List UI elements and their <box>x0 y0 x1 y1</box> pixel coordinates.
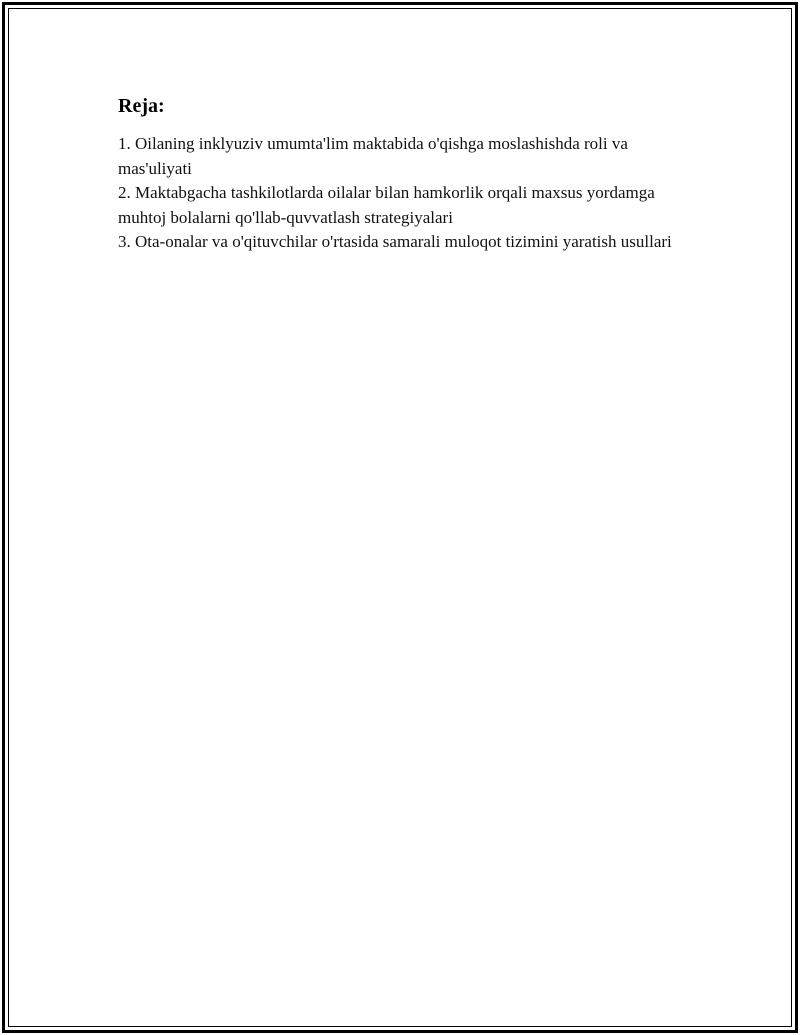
plan-item: 1. Oilaning inklyuziv umumta'lim maktabida o'qishga moslashishda roli va mas'uliyati <box>118 134 628 178</box>
plan-item: 3. Ota-onalar va o'qituvchilar o'rtasida samarali muloqot tizimini yaratish usullari <box>118 232 672 251</box>
page-content <box>118 92 688 255</box>
plan-list <box>118 132 688 255</box>
plan-heading: Reja: <box>118 95 165 117</box>
plan-item: 2. Maktabgacha tashkilotlarda oilalar bilan hamkorlik orqali maxsus yordamga muhtoj bolalarni qo'llab-quvvatlash strategiyalari <box>118 183 655 227</box>
